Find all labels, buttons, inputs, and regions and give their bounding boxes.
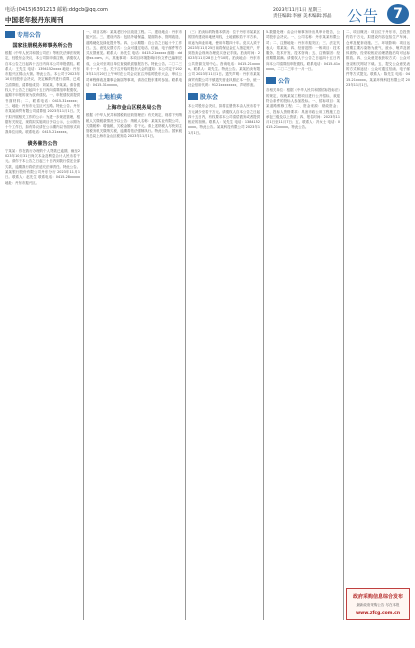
notice-title: 国家注册税务师事务所公告 — [12, 43, 73, 49]
notice-body: 5.数据处理：由会计师事务所出具审计报告，公司股东会决议。一、公司名称：丹东某某有限公司；二、注册地址：丹东市振安区；三、法定代表人：郑某某；四、经营范围：一般项目：技术服务、技术开发、技术咨询；五、注销原因：经营期限届满。请债权人于公告之日起四十五日内向本公司清算组申报债权。联系电话：0415-41xxxxx。二〇二三年十一月一日。 — [266, 30, 340, 72]
ad-url-link[interactable]: www.zfcg.com.cn — [355, 611, 401, 616]
section-header-label: 土地拍卖 — [98, 94, 123, 102]
column-divider — [185, 30, 186, 620]
notice — [346, 30, 410, 88]
notice-body: 一、项目名称：某某老旧小区改造工程。二、建设地点：丹东市振兴区。三、建设内容：包括外墙保温、屋面防水、管网改造、道路硬化及绿化提升等。四、公示期限：自公告之日起十个工作日。五、意见反馈方式：公众可通过电话、信函、电子邮件等方式反馈意见。联系人：孙先生 电话：0415-21xxxxx 邮箱：dd@xx.com。六、其他事项：本项目环境影响评价文件已编制完成，公众可至项目单位查阅纸质版报告书。特此公告。二〇二三年十一月一日。关于召开临时股东大会的通知：本公司定于2023年11月20日上午9时在公司会议室召开临时股东大会，审议公司章程修改及董事会换届等事项，请各位股东准时参加。联系电话：0415-31xxxxx。 — [86, 30, 182, 87]
ad-subtitle: 最新政府采购公告 尽在本报 — [356, 603, 400, 607]
notice — [5, 42, 80, 136]
column-2 — [86, 30, 182, 620]
ad-title: 政府采购信息综合发布 — [352, 594, 403, 600]
notice — [266, 30, 340, 72]
notice-body: 根据《中华人民共和国税收征收管理法》有关规定，现将下列纳税人欠缴税款情况予以公告：纳税人名称：某某实业有限公司，欠缴税种：增值税，欠税金额：若干元。请上述纳税人尽快到主管税务机关缴纳欠税，逾期将依法强制执行。特此公告。国家税务总局上海市金山区税务局 2023年11月1日。 — [86, 113, 182, 139]
section-header — [188, 92, 260, 101]
column-3 — [188, 30, 260, 620]
notice-body: 二、项目概况：项目位于丹东市，总投资约若干万元，拟建设内容包括生产车间、仓库及配套设施。三、环境影响：项目运营期主要污染物为废气、废水、噪声及固体废物，经采取相应治理措施后均可达标排放。四、公众意见表获取方式：公众可登录相关网站下载。五、提交公众意见表的方式和途径：公众可通过信函、电子邮件等方式提交。联系人：陈先生 电话：0415-21xxxxx。某某环保科技有限公司 2023年11月1日。 — [346, 30, 410, 87]
notice-body: 宁某某：你在我行办理的个人贷款已逾期，截至2023年10月31日尚欠本金及利息合计人民币若干元。请你于本公告之日起三十日内到我行偿还全部欠款，逾期我行将依法追究法律责任。特此公告。某某银行股份有限公司丹东分行 2023年11月1日。联系人：赵先生 联系电话：0415-28xxxxx 地址：丹东市振兴区。 — [5, 148, 80, 185]
section-header — [266, 76, 340, 85]
column-5 — [346, 30, 410, 588]
section-header-label: 专用公告 — [17, 32, 42, 39]
notice-title: 上海市金山区税务局公告 — [106, 105, 162, 112]
column-divider — [343, 30, 344, 620]
notice-title: 债务催告公告 — [27, 140, 58, 147]
column-divider — [263, 30, 264, 620]
date-line: 2023年11月1日 星期三 — [273, 8, 322, 13]
masthead — [5, 4, 410, 26]
section-title: 公告 — [347, 7, 380, 25]
section-header — [86, 92, 182, 101]
section-header — [5, 30, 80, 39]
notice — [86, 30, 182, 88]
masthead-contact: 电话:(0415)6391213 邮箱:ddgcb@qq.com — [5, 7, 108, 13]
paper-logo: 中国老年报丹东周刊 — [5, 16, 64, 24]
notice — [5, 140, 80, 186]
column-divider — [83, 30, 84, 620]
section-bar-icon — [188, 93, 198, 100]
notice-body: 本公司股东会决议，拟将注册资本由人民币若干万元减少至若干万元。请债权人自本公告之日起四十五日内，有权要求本公司清偿债务或者提供相应的担保。联系人：吴先生 电话：1384152xxxx。特此公告。某某科技有限公司 2023年11月1日。 — [188, 104, 260, 135]
section-bar-icon — [5, 31, 15, 38]
masthead-date-editors — [273, 8, 331, 20]
section-header-label: 股东会 — [200, 94, 219, 102]
notice — [188, 30, 260, 88]
notice — [188, 104, 260, 136]
notice — [266, 88, 340, 130]
section-header-label: 公告 — [278, 78, 291, 86]
notice — [86, 104, 182, 139]
page-number-badge: 7 — [387, 4, 409, 24]
announcement-content — [5, 30, 410, 620]
editor-line: 责任编辑:李丽 美术编辑:郭晶 — [273, 14, 332, 19]
section-bar-icon — [86, 93, 96, 100]
column-4 — [266, 30, 340, 620]
notice-body: （三）拍卖标的物基本情况：位于丹东市某某区的国有建设用地使用权，土地面积若干平方米，用途为商业用地，使用年限四十年。竞买人须于2023年11月25日前将保证金汇入指定账户，并到拍卖会现场办理竞买登记手续。拍卖时间：2023年11月28日上午10时。拍卖地点：丹东市公共资源交易中心。咨询电话：0415-21xxxxx。联系人：周先生。特此公告。某某拍卖有限公司 2023年11月1日。遗失声明：丹东市某某商贸有限公司不慎遗失营业执照正本一份，统一社会信用代码：9121xxxxxxxx，声明作废。 — [188, 30, 260, 87]
notice-body: 各相关单位：根据《中华人民共和国招标投标法》的规定，现就某某工程项目进行公开招标，欢迎符合条件的投标人参加投标。一、招标项目：某某道路维修工程；二、资金来源：财政资金；三、投标人资格要求：具备市政公用工程施工总承包三级及以上资质；四、报名时间：2023年11月1日至11月7日；五、联系人：冯女士 电话：0415-21xxxxx。特此公告。 — [266, 88, 340, 130]
notice-body: 根据《中华人民共和国公司法》等相关法律法规规定，经股东会决议，本公司拟申请注销，请债权人自本公告之日起四十五日内向本公司申报债权。联系人：王先生 电话：1394152xxxx 地址：丹东市振兴区锦山大街。特此公告。本公司于2023年10月经股东会决议，决定解散并进行清算，已成立清算组，清算组成员：刘某某、李某某。请各债权人于公告之日起四十五日内向清算组申报债权，逾期不申报的视为放弃债权。一、申报债权须提供书面材料；二、联系电话：0415-31xxxxx；三、地址：丹东市元宝区兴五路。特此公告。丹东市某某商贸有限公司清算组 2023年11月1日。关于拟开展相关工作的公示：为进一步规范管理，根据有关规定，现将拟实施项目予以公示，公示期为十个工作日，如有异议请在公示期内以书面形式向我单位反映。联系电话：0415-21xxxxx。 — [5, 51, 80, 135]
section-bar-icon — [266, 77, 276, 84]
column-1 — [5, 30, 80, 620]
government-procurement-ad[interactable] — [346, 588, 410, 620]
